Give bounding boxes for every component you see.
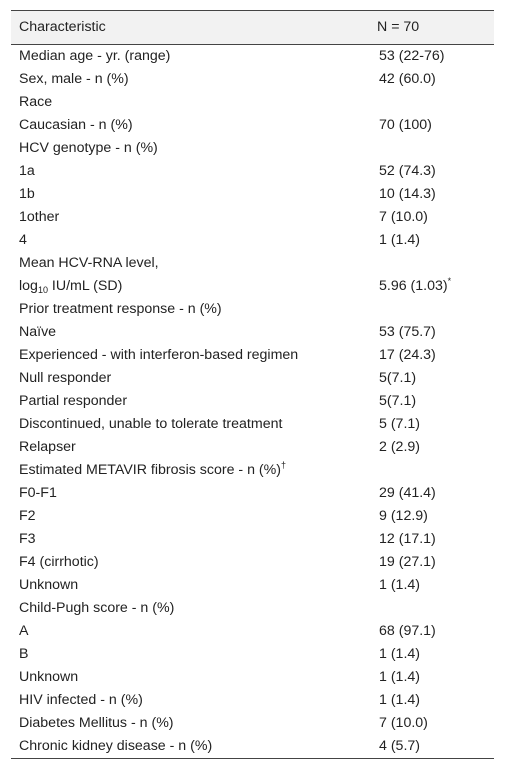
row-label: Chronic kidney disease - n (%) [19, 738, 213, 754]
table-row [11, 620, 494, 643]
header-row [11, 11, 494, 45]
table-row [11, 712, 494, 735]
table-row [11, 482, 494, 505]
table-row [11, 390, 494, 413]
table-row [11, 252, 494, 275]
row-value: 52 (74.3) [379, 163, 436, 179]
table-row [11, 735, 494, 759]
row-label: HIV infected - n (%) [19, 692, 143, 708]
row-value: 10 (14.3) [379, 186, 436, 202]
row-label: Null responder [19, 370, 112, 386]
row-value: 9 (12.9) [379, 508, 428, 524]
row-value: 53 (75.7) [379, 324, 436, 340]
table-row [11, 597, 494, 620]
row-label: Race [19, 94, 53, 110]
row-label: Median age - yr. (range) [19, 48, 171, 64]
row-label: Diabetes Mellitus - n (%) [19, 715, 174, 731]
row-value: 12 (17.1) [379, 531, 436, 547]
table-row [11, 528, 494, 551]
table-header [11, 11, 494, 45]
row-value: 5 (7.1) [379, 416, 421, 432]
table-row [11, 68, 494, 91]
row-label: Experienced - with interferon-based regimen [19, 347, 299, 363]
row-label: F0-F1 [19, 485, 57, 501]
table-row [11, 344, 494, 367]
row-value: 68 (97.1) [379, 623, 436, 639]
table-row [11, 551, 494, 574]
row-label: Partial responder [19, 393, 128, 409]
row-value: 5(7.1) [379, 370, 417, 386]
table-row [11, 183, 494, 206]
row-value [369, 252, 494, 275]
table-row [11, 413, 494, 436]
row-value: 19 (27.1) [379, 554, 436, 570]
row-value: 17 (24.3) [379, 347, 436, 363]
table-row [11, 275, 494, 298]
row-label: B [19, 646, 29, 662]
row-value: 1 (1.4) [379, 692, 421, 708]
row-label: Caucasian - n (%) [19, 117, 133, 133]
characteristics-table [11, 10, 494, 759]
row-value: 7 (10.0) [379, 715, 428, 731]
table-row [11, 574, 494, 597]
row-label: 1a [19, 163, 35, 179]
row-label: Estimated METAVIR fibrosis score - n (%)† [19, 460, 287, 478]
row-value [369, 459, 494, 482]
table-row [11, 137, 494, 160]
row-value: 53 (22-76) [379, 48, 445, 64]
table-row [11, 45, 494, 69]
row-label: 4 [19, 232, 27, 248]
table-row [11, 206, 494, 229]
table-row [11, 298, 494, 321]
row-value: 5.96 (1.03)* [379, 276, 452, 294]
row-value: 29 (41.4) [379, 485, 436, 501]
row-value: 2 (2.9) [379, 439, 421, 455]
row-value: 5(7.1) [379, 393, 417, 409]
row-label: $\log_{10} IU/mL$ (SD) [19, 278, 123, 295]
table-row [11, 114, 494, 137]
table-body [11, 45, 494, 759]
row-label: HCV genotype - n (%) [19, 140, 158, 156]
row-label: Child-Pugh score - n (%) [19, 600, 175, 616]
characteristics-table-container [11, 10, 494, 759]
table-row [11, 643, 494, 666]
row-label: F3 [19, 531, 36, 547]
row-label: Unknown [19, 577, 79, 593]
table-row [11, 160, 494, 183]
row-value: 7 (10.0) [379, 209, 428, 225]
table-row [11, 367, 494, 390]
row-label: Unknown [19, 669, 79, 685]
row-label: F2 [19, 508, 36, 524]
row-label: Sex, male - n (%) [19, 71, 129, 87]
table-row [11, 666, 494, 689]
table-row [11, 91, 494, 114]
row-value: 1 (1.4) [379, 577, 421, 593]
row-value: 1 (1.4) [379, 232, 421, 248]
row-label: Prior treatment response - n (%) [19, 301, 222, 317]
row-value [369, 137, 494, 160]
header-n: N = 70 [377, 19, 420, 35]
row-value: 70 (100) [379, 117, 432, 133]
row-value: 1 (1.4) [379, 646, 421, 662]
table-row [11, 505, 494, 528]
row-label: Discontinued, unable to tolerate treatment [19, 416, 283, 432]
row-label: Naïve [19, 324, 57, 340]
row-label: A [19, 623, 29, 639]
table-row [11, 459, 494, 482]
row-value: 1 (1.4) [379, 669, 421, 685]
row-value [369, 91, 494, 114]
row-label: 1b [19, 186, 35, 202]
row-label: Mean HCV-RNA level, [19, 255, 159, 271]
table-row [11, 689, 494, 712]
row-value [369, 597, 494, 620]
row-label: 1other [19, 209, 60, 225]
table-row [11, 229, 494, 252]
row-label: Relapser [19, 439, 76, 455]
table-row [11, 321, 494, 344]
header-characteristic: Characteristic [19, 19, 106, 35]
row-label: F4 (cirrhotic) [19, 554, 99, 570]
row-value [369, 298, 494, 321]
row-value: 42 (60.0) [379, 71, 436, 87]
row-value: 4 (5.7) [379, 738, 421, 754]
table-row [11, 436, 494, 459]
